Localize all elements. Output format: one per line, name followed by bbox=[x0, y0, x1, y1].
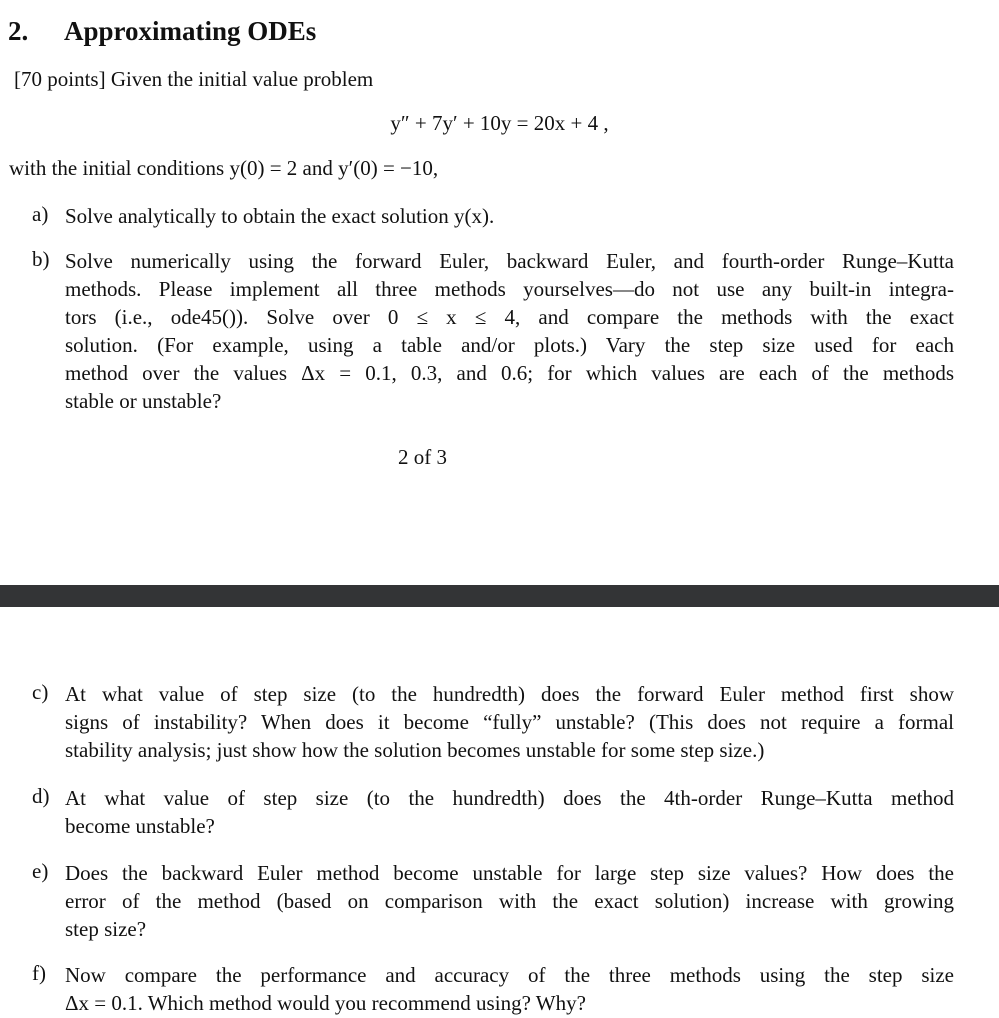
page-number: 2 of 3 bbox=[398, 445, 447, 469]
problem-intro: [70 points] Given the initial value problem bbox=[14, 67, 374, 91]
page-separator bbox=[0, 585, 999, 607]
question-line: methods. Please implement all three methods yourselves—do not use any built-in integra- bbox=[65, 277, 954, 301]
question-line: Δx = 0.1. Which method would you recommend using? Why? bbox=[65, 991, 586, 1015]
question-line: step size? bbox=[65, 917, 147, 941]
ode-equation: y″ + 7y′ + 10y = 20x + 4 , bbox=[390, 111, 609, 135]
question-text bbox=[65, 680, 954, 764]
section-number: 2. bbox=[8, 16, 29, 46]
section-title: Approximating ODEs bbox=[64, 16, 317, 46]
question-line: stable or unstable? bbox=[65, 389, 222, 413]
question-marker: a) bbox=[32, 202, 49, 226]
question-line: Now compare the performance and accuracy of the three methods using the step size bbox=[65, 963, 954, 987]
question-text bbox=[65, 784, 954, 840]
question-line: error of the method (based on comparison with the exact solution) increase with growing bbox=[65, 889, 954, 913]
question-marker: c) bbox=[32, 680, 49, 704]
question-line: signs of instability? When does it become “fully” unstable? (This does not require a formal bbox=[65, 710, 954, 734]
question-line: Solve numerically using the forward Euler, backward Euler, and fourth-order Runge–Kutta bbox=[65, 249, 954, 273]
question-text bbox=[65, 859, 954, 943]
question-line: solution. (For example, using a table and/or plots.) Vary the step size used for each bbox=[65, 333, 954, 357]
question-line: tors (i.e., ode45()). Solve over 0 ≤ x ≤ 4, and compare the methods with the exact bbox=[65, 305, 954, 329]
initial-conditions: with the initial conditions y(0) = 2 and y′(0) = −10, bbox=[9, 156, 439, 180]
page-3 bbox=[0, 607, 999, 1018]
question-marker: f) bbox=[32, 961, 46, 985]
question-line: become unstable? bbox=[65, 814, 215, 838]
question-marker: d) bbox=[32, 784, 50, 808]
question-text bbox=[65, 202, 954, 230]
question-line: method over the values Δx = 0.1, 0.3, and 0.6; for which values are each of the methods bbox=[65, 361, 954, 385]
question-line: At what value of step size (to the hundredth) does the forward Euler method first show bbox=[65, 682, 954, 706]
question-line: Does the backward Euler method become unstable for large step size values? How does the bbox=[65, 861, 954, 885]
question-marker: b) bbox=[32, 247, 50, 271]
question-line: stability analysis; just show how the solution becomes unstable for some step size.) bbox=[65, 738, 765, 762]
question-line: Solve analytically to obtain the exact solution y(x). bbox=[65, 204, 495, 228]
question-text bbox=[65, 961, 954, 1017]
question-text bbox=[65, 247, 954, 415]
question-marker: e) bbox=[32, 859, 49, 883]
question-line: At what value of step size (to the hundredth) does the 4th-order Runge–Kutta method bbox=[65, 786, 954, 810]
